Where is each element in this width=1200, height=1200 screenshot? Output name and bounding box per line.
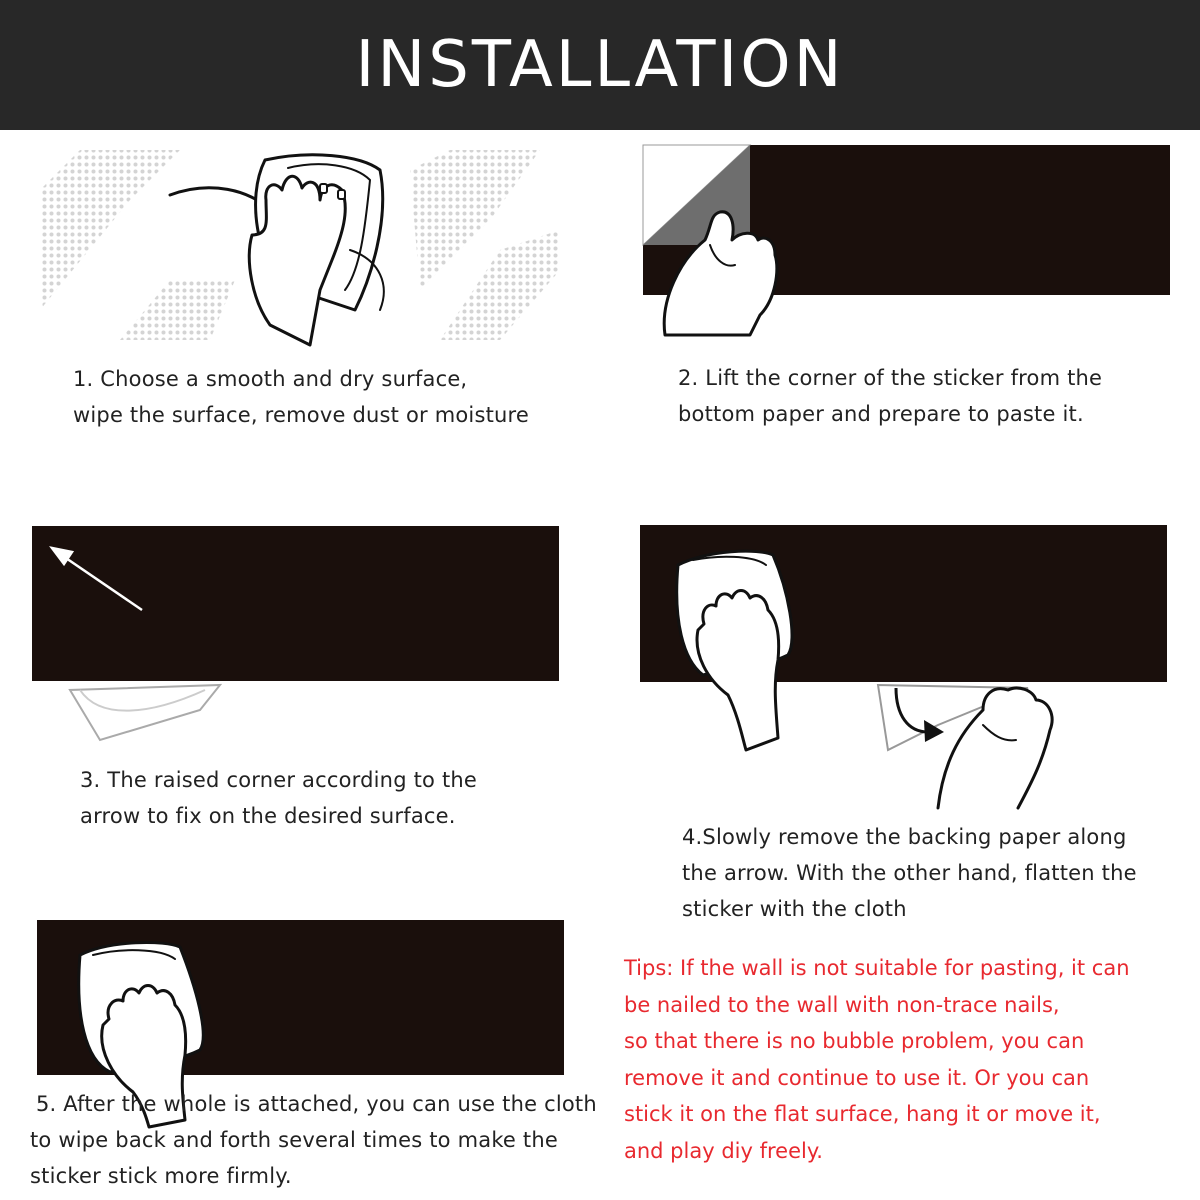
step-5-text [30,1086,597,1194]
tips-line-3: so that there is no bubble problem, you can [624,1029,1085,1053]
step-4-illustration [638,520,1178,810]
step-3-line-2: arrow to fix on the desired surface. [80,804,456,828]
step-4-line-3: sticker with the cloth [682,897,907,921]
step-5-line-3: sticker stick more firmly. [30,1164,292,1188]
step-3-illustration [30,520,570,750]
tips-line-5: stick it on the flat surface, hang it or move it, [624,1102,1101,1126]
step-4-line-1: 4.Slowly remove the backing paper along [682,825,1127,849]
step-2-line-1: 2. Lift the corner of the sticker from the [678,366,1103,390]
step-2-text [678,360,1102,432]
step-2-line-2: bottom paper and prepare to paste it. [678,402,1084,426]
tips-text [624,950,1130,1169]
tips-line-1: Tips: If the wall is not suitable for pasting, it can [624,956,1130,980]
sticker-sheet [32,526,559,681]
step-1-line-1: 1. Choose a smooth and dry surface, [73,367,468,391]
step-4-line-2: the arrow. With the other hand, flatten the [682,861,1137,885]
tips-line-4: remove it and continue to use it. Or you can [624,1065,1090,1090]
step-2-illustration [640,140,1180,340]
step-3-text [80,762,477,834]
step-1-illustration [20,140,580,350]
step-5-line-1: 5. After the whole is attached, you can use the cloth [36,1092,597,1116]
step-4-text [682,819,1137,927]
tips-line-2: be nailed to the wall with non-trace nails, [624,992,1060,1017]
page-title: INSTALLATION [355,28,845,102]
tips-line-6: and play diy freely. [624,1138,823,1163]
step-5-line-2: to wipe back and forth several times to make the [30,1128,558,1152]
step-3-line-1: 3. The raised corner according to the [80,768,478,792]
step-1-line-2: wipe the surface, remove dust or moisture [73,403,530,427]
wiping-hand-icon [677,551,792,750]
page-header [0,0,1200,130]
step-1-text [73,361,529,433]
